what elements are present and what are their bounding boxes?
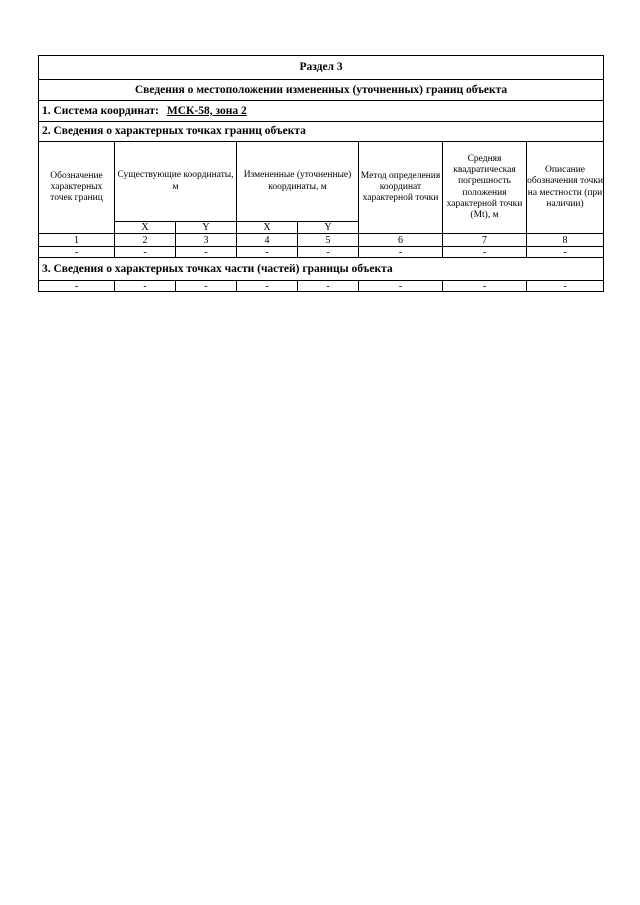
column-number: 8 bbox=[527, 234, 604, 247]
table-row bbox=[39, 281, 604, 292]
header-changed-y: Y bbox=[298, 222, 359, 234]
header-existing-coordinates: Существующие координаты, м bbox=[115, 142, 237, 222]
part-boundary-points-title: 3. Сведения о характерных точках части (частей) границы объекта bbox=[39, 258, 604, 281]
column-number: 4 bbox=[237, 234, 298, 247]
coordinate-system-cell bbox=[39, 101, 604, 122]
section-heading: Сведения о местоположении измененных (уточненных) границ объекта bbox=[39, 80, 604, 101]
part-boundary-points-title-row bbox=[39, 258, 604, 281]
header-designation: Обозначение характерных точек границ bbox=[39, 142, 115, 234]
section-title-row bbox=[39, 56, 604, 80]
table-cell: - bbox=[359, 281, 443, 292]
coordinate-system-row bbox=[39, 101, 604, 122]
coordinate-system-value: МСК-58, зона 2 bbox=[166, 104, 247, 117]
table-cell: - bbox=[443, 281, 527, 292]
section-heading-row bbox=[39, 80, 604, 101]
table-cell: - bbox=[176, 247, 237, 258]
column-number: 6 bbox=[359, 234, 443, 247]
column-number: 7 bbox=[443, 234, 527, 247]
column-numbers-row bbox=[39, 234, 604, 247]
boundary-points-title: 2. Сведения о характерных точках границ объекта bbox=[39, 122, 604, 142]
table-cell: - bbox=[237, 281, 298, 292]
section-3-table bbox=[38, 55, 604, 292]
table-row bbox=[39, 247, 604, 258]
header-changed-x: X bbox=[237, 222, 298, 234]
section-title: Раздел 3 bbox=[39, 56, 604, 80]
table-cell: - bbox=[237, 247, 298, 258]
table-cell: - bbox=[298, 281, 359, 292]
header-description: Описание обозначения точки на местности (при наличии) bbox=[527, 142, 604, 234]
header-changed-coordinates: Измененные (уточненные) координаты, м bbox=[237, 142, 359, 222]
document-page bbox=[38, 55, 603, 292]
table-cell: - bbox=[39, 281, 115, 292]
coordinate-system-label: 1. Система координат: bbox=[42, 104, 159, 117]
table-cell: - bbox=[39, 247, 115, 258]
table-cell: - bbox=[527, 281, 604, 292]
column-number: 3 bbox=[176, 234, 237, 247]
header-error: Средняя квадратическая погрешность положения характерной точки (Mt), м bbox=[443, 142, 527, 234]
boundary-points-header-row bbox=[39, 142, 604, 222]
table-cell: - bbox=[298, 247, 359, 258]
column-number: 5 bbox=[298, 234, 359, 247]
table-cell: - bbox=[115, 247, 176, 258]
table-cell: - bbox=[359, 247, 443, 258]
table-cell: - bbox=[527, 247, 604, 258]
column-number: 1 bbox=[39, 234, 115, 247]
boundary-points-title-row bbox=[39, 122, 604, 142]
header-method: Метод определения координат характерной точки bbox=[359, 142, 443, 234]
table-cell: - bbox=[443, 247, 527, 258]
table-cell: - bbox=[115, 281, 176, 292]
column-number: 2 bbox=[115, 234, 176, 247]
header-existing-y: Y bbox=[176, 222, 237, 234]
table-cell: - bbox=[176, 281, 237, 292]
header-existing-x: X bbox=[115, 222, 176, 234]
